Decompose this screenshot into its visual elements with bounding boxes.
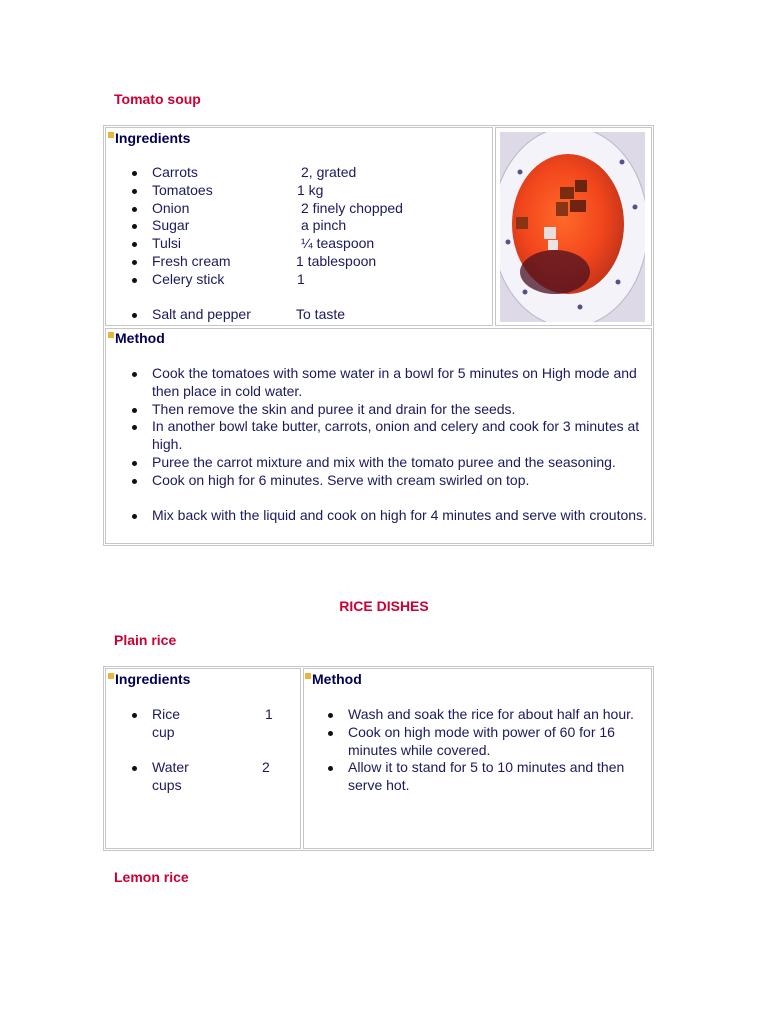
ingredient-qty: To taste [296, 306, 346, 323]
tomato-soup-ingredient-list [152, 164, 482, 324]
ingredient-name: Sugar [152, 217, 190, 234]
list-item [152, 235, 482, 253]
ingredient-name: Water [152, 759, 189, 776]
list-item: Puree the carrot mixture and mix with the tomato puree and the seasoning. [152, 454, 652, 472]
recipe-title-tomato-soup: Tomato soup [114, 91, 201, 107]
ingredient-unit: cup [152, 723, 175, 740]
method-heading [305, 671, 362, 687]
method-heading-label: Method [115, 330, 165, 346]
ingredient-qty: 1 [297, 270, 305, 287]
ingredient-qty: 2 [262, 759, 270, 776]
ingredients-heading [108, 671, 190, 687]
list-item: Cook on high for 6 minutes. Serve with cream swirled on top. [152, 472, 652, 490]
ingredient-name: Carrots [152, 164, 198, 180]
tomato-soup-method-list [152, 365, 652, 525]
list-item: Cook the tomatoes with some water in a bowl for 5 minutes on High mode and then place in cold water. [152, 365, 652, 401]
ingredient-qty: ¼ teaspoon [301, 235, 375, 252]
ingredients-heading [108, 130, 190, 146]
plain-rice-ingredient-list [152, 706, 292, 795]
ingredient-qty: 1 [265, 706, 273, 722]
ingredients-heading-label: Ingredients [115, 671, 191, 687]
ingredient-name: Onion [152, 199, 190, 216]
ingredient-qty: a pinch [301, 217, 347, 234]
method-heading-label: Method [312, 671, 362, 687]
list-item: Cook on high mode with power of 60 for 16 minutes while covered. [348, 724, 648, 760]
list-item: Mix back with the liquid and cook on high for 4 minutes and serve with croutons. [152, 507, 652, 525]
bullet-square-icon [305, 673, 311, 679]
bullet-square-icon [108, 132, 114, 138]
ingredient-qty: 2, grated [301, 164, 357, 180]
ingredient-qty: 1 kg [297, 181, 324, 198]
recipe-title-lemon-rice: Lemon rice [114, 869, 189, 885]
list-item [152, 200, 482, 218]
ingredient-name: Celery stick [152, 270, 225, 287]
list-item: Then remove the skin and puree it and drain for the seeds. [152, 401, 652, 419]
list-item: Wash and soak the rice for about half an hour. [348, 706, 648, 724]
ingredient-name: Rice [152, 706, 181, 722]
ingredient-name: Tulsi [152, 235, 182, 252]
ingredient-name: Salt and pepper [152, 306, 251, 323]
list-item [152, 706, 292, 742]
list-item: Allow it to stand for 5 to 10 minutes and then serve hot. [348, 759, 648, 795]
plain-rice-method-list [348, 706, 648, 795]
bullet-square-icon [108, 332, 114, 338]
recipe-title-plain-rice: Plain rice [114, 632, 177, 648]
ingredient-name: Tomatoes [152, 181, 213, 198]
soup-bowl-photo [500, 132, 645, 322]
list-item [152, 182, 482, 200]
list-item: In another bowl take butter, carrots, onion and celery and cook for 3 minutes at high. [152, 418, 652, 454]
ingredient-name: Fresh cream [152, 252, 231, 269]
list-item [152, 217, 482, 235]
list-item [152, 306, 482, 324]
method-heading [108, 330, 165, 346]
ingredient-unit: cups [152, 777, 182, 794]
section-heading-rice-dishes: RICE DISHES [339, 598, 429, 614]
bullet-square-icon [108, 673, 114, 679]
list-item [152, 759, 292, 795]
list-item [152, 164, 482, 182]
ingredient-qty: 2 finely chopped [301, 199, 403, 216]
ingredient-qty: 1 tablespoon [296, 252, 377, 269]
list-item [152, 271, 482, 289]
list-item [152, 253, 482, 271]
ingredients-heading-label: Ingredients [115, 130, 191, 146]
